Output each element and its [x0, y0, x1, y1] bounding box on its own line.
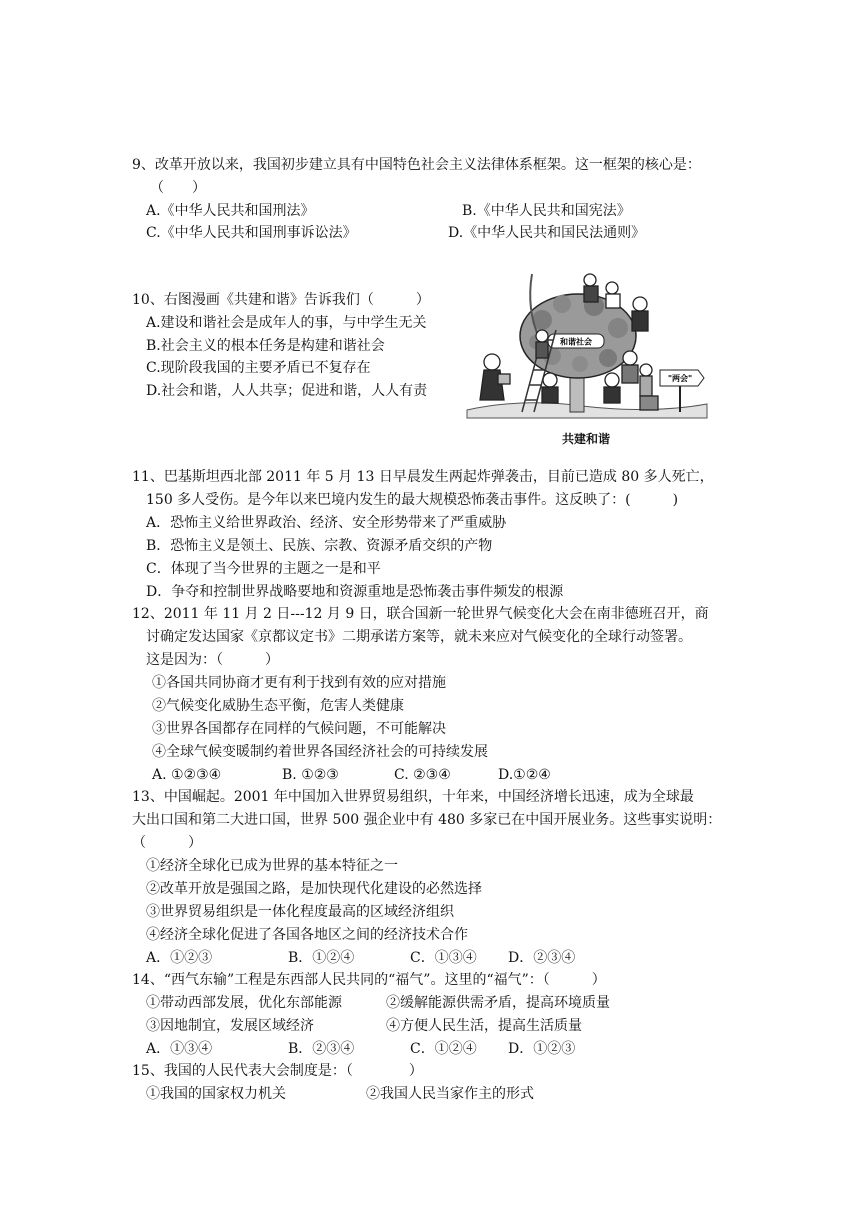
q14-item-4: ④方便人民生活，提高生活质量: [386, 1018, 582, 1034]
q14-item-3: ③因地制宜，发展区域经济: [146, 1018, 314, 1034]
q11-option-b: B．恐怖主义是领土、民族、宗教、资源矛盾交织的产物: [146, 538, 493, 554]
q15-stem: 15、我国的人民代表大会制度是：（ ）: [132, 1063, 423, 1079]
q15-item-1: ①我国的国家权力机关: [146, 1086, 286, 1102]
q14-option-b: B．②③④: [288, 1041, 355, 1057]
q12-option-a: A. ①②③④: [152, 767, 222, 783]
q13-option-d: D．②③④: [508, 950, 576, 966]
q12-stem-line2: 讨确定发达国家《京都议定书》二期承诺方案等，就未来应对气候变化的全球行动签署。: [146, 629, 692, 645]
q13-item-2: ②改革开放是强国之路，是加快现代化建设的必然选择: [146, 881, 482, 897]
q10-option-a: A.建设和谐社会是成年人的事，与中学生无关: [146, 315, 427, 331]
q13-answer-paren: （ ）: [132, 835, 202, 851]
q11-option-a: A．恐怖主义给世界政治、经济、安全形势带来了严重威胁: [146, 515, 507, 531]
q10-option-d: D.社会和谐，人人共享；促进和谐，人人有责: [146, 383, 428, 399]
q12-option-d: D.①②④: [498, 767, 551, 783]
q11-stem-line2: 150 多人受伤。是今年以来巴境内发生的最大规模恐怖袭击事件。这反映了：( ): [146, 492, 679, 508]
q11-option-d: D．争夺和控制世界战略要地和资源重地是恐怖袭击事件频发的根源: [146, 584, 564, 600]
q14-item-2: ②缓解能源供需矛盾，提高环境质量: [386, 995, 610, 1011]
tree-banner-label: 和谐社会: [560, 337, 592, 347]
q13-item-4: ④经济全球化促进了各国各地区之间的经济技术合作: [146, 927, 468, 943]
q9-answer-paren: （ ）: [150, 180, 206, 196]
q9-option-a: A.《中华人民共和国刑法》: [146, 203, 315, 219]
q9-option-b: B.《中华人民共和国宪法》: [462, 203, 631, 219]
q13-option-c: C．①③④: [410, 950, 477, 966]
q15-item-2: ②我国人民当家作主的形式: [366, 1086, 534, 1102]
sign-label: "两会": [667, 374, 693, 383]
q9-option-d: D.《中华人民共和国民法通则》: [448, 225, 646, 241]
q13-stem-line1: 13、中国崛起。2001 年中国加入世界贸易组织，十年来，中国经济增长迅速，成为全球最: [132, 789, 694, 805]
q10-option-b: B.社会主义的根本任务是构建和谐社会: [146, 338, 385, 354]
q12-item-1: ①各国共同协商才更有利于找到有效的应对措施: [152, 675, 446, 691]
q11-stem-line1: 11、巴基斯坦西北部 2011 年 5 月 13 日早晨发生两起炸弹袭击，目前已造成 80 多人死亡，: [132, 469, 714, 485]
q13-item-1: ①经济全球化已成为世界的基本特征之一: [146, 858, 398, 874]
q10-stem: 10、右图漫画《共建和谐》告诉我们（ ）: [132, 292, 430, 308]
q14-item-1: ①带动西部发展，优化东部能源: [146, 995, 342, 1011]
q13-option-a: A．①②③: [146, 950, 213, 966]
q12-item-4: ④全球气候变暖制约着世界各国经济社会的可持续发展: [152, 744, 488, 760]
q12-stem-line3: 这是因为：（ ）: [146, 652, 279, 668]
q12-option-b: B. ①②③: [282, 767, 339, 783]
cartoon-caption: 共建和谐: [562, 432, 611, 446]
q10-option-c: C.现阶段我国的主要矛盾已不复存在: [146, 360, 371, 376]
q13-stem-line2: 大出口国和第二大进口国，世界 500 强企业中有 480 多家已在中国开展业务。这些事实说明：: [132, 812, 722, 828]
q12-item-2: ②气候变化威胁生态平衡，危害人类健康: [152, 698, 404, 714]
q14-stem: 14、“西气东输”工程是东西部人民共同的“福气”。这里的“福气”：（ ）: [132, 972, 606, 988]
q14-option-c: C．①②④: [410, 1041, 477, 1057]
cartoon-illustration: [462, 270, 712, 450]
q13-item-3: ③世界贸易组织是一体化程度最高的区域经济组织: [146, 904, 454, 920]
q11-option-c: C．体现了当今世界的主题之一是和平: [146, 561, 381, 577]
q14-option-a: A．①③④: [146, 1041, 213, 1057]
harmony-cartoon-image: [462, 270, 712, 450]
q9-option-c: C.《中华人民共和国刑事诉讼法》: [146, 225, 357, 241]
q14-option-d: D．①②③: [508, 1041, 576, 1057]
q12-option-c: C. ②③④: [394, 767, 451, 783]
q12-stem-line1: 12、2011 年 11 月 2 日---12 月 9 日，联合国新一轮世界气候变化大会在南非德班召开，商: [132, 606, 709, 622]
q12-item-3: ③世界各国都存在同样的气候问题，不可能解决: [152, 721, 446, 737]
q9-stem: 9、改革开放以来，我国初步建立具有中国特色社会主义法律体系框架。这一框架的核心是：: [132, 157, 701, 173]
q13-option-b: B．①②④: [288, 950, 355, 966]
